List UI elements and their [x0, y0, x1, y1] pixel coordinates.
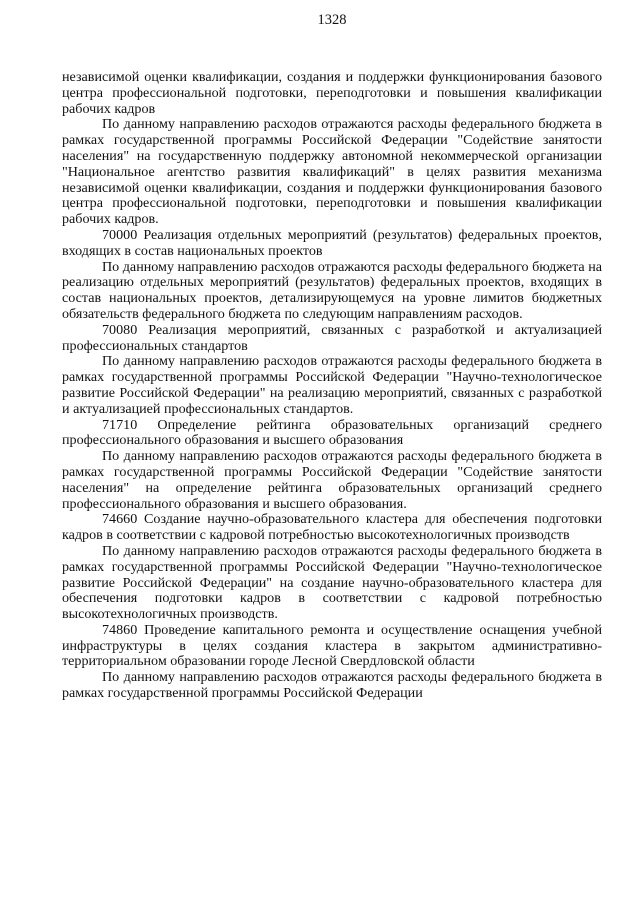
document-body [62, 70, 602, 702]
paragraph: По данному направлению расходов отражаются расходы федерального бюджета на реализацию отдельных мероприятий (результатов) федеральных проектов, входящих в состав национальных проектов, детализирующемуся на уровне лимитов бюджетных обязательств федерального бюджета по следующим направлениям расходов. [62, 258, 602, 322]
paragraph: По данному направлению расходов отражаются расходы федерального бюджета в рамках государственной программы Российской Федерации "Содействие занятости населения" на государственную поддержку автономной некоммерческой организации "Национальное агентство развития квалификаций" в целях развития механизма независимой оценки квалификации, создания и поддержки функционирования базового центра профессиональной подготовки, переподготовки и повышения квалификации рабочих кадров. [62, 116, 602, 228]
section-heading: 71710 Определение рейтинга образовательных организаций среднего профессионального образования и высшего образования [62, 416, 602, 449]
paragraph: По данному направлению расходов отражаются расходы федерального бюджета в рамках государственной программы Российской Федерации "Научно-технологическое развитие Российской Федерации" на реализацию мероприятий, связанных с разработкой и актуализацией профессиональных стандартов. [62, 353, 602, 417]
section-heading: 74860 Проведение капитального ремонта и осуществление оснащения учебной инфраструктуры в целях создания кластера в закрытом административно-территориальном образовании городе Лесной Свердловской области [62, 621, 602, 670]
page-number: 1328 [317, 12, 347, 28]
paragraph: По данному направлению расходов отражаются расходы федерального бюджета в рамках государственной программы Российской Федерации "Содействие занятости населения" на определение рейтинга образовательных организаций среднего профессионального образования и высшего образования. [62, 448, 602, 512]
section-heading: 70000 Реализация отдельных мероприятий (результатов) федеральных проектов, входящих в состав национальных проектов [62, 226, 602, 259]
document-page [62, 0, 602, 902]
paragraph: независимой оценки квалификации, создания и поддержки функционирования базового центра профессиональной подготовки, переподготовки и повышения квалификации рабочих кадров [62, 69, 602, 117]
paragraph: По данному направлению расходов отражаются расходы федерального бюджета в рамках государственной программы Российской Федерации [62, 669, 602, 702]
section-heading: 70080 Реализация мероприятий, связанных с разработкой и актуализацией профессиональных стандартов [62, 321, 602, 354]
paragraph: По данному направлению расходов отражаются расходы федерального бюджета в рамках государственной программы Российской Федерации "Научно-технологическое развитие Российской Федерации" на создание научно-образовательного кластера для обеспечения подготовки кадров в соответствии с кадровой потребностью высокотехнологичных производств. [62, 542, 602, 623]
section-heading: 74660 Создание научно-образовательного кластера для обеспечения подготовки кадров в соответствии с кадровой потребностью высокотехнологичных производств [62, 511, 602, 544]
